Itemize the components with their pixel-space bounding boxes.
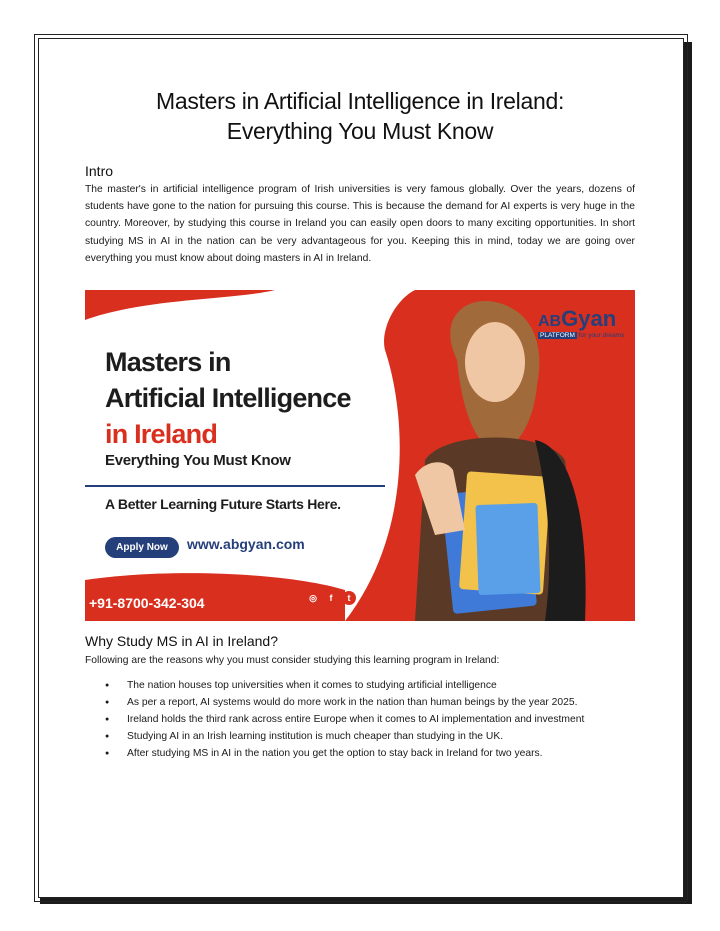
section-heading: Why Study MS in AI in Ireland? [85, 633, 278, 649]
document-title [60, 86, 660, 146]
banner-phone: +91-8700-342-304 [89, 595, 205, 611]
title-line-1: Masters in Artificial Intelligence in Ireland: [155, 88, 565, 114]
banner-website: www.abgyan.com [187, 536, 305, 552]
title-line-2: Everything You Must Know [226, 118, 494, 144]
section-intro: Following are the reasons why you must consider studying this learning program in Ireland: [85, 655, 500, 666]
banner-headline-1: Masters in [105, 347, 231, 377]
list-item: ● The nation houses top universities when it comes to studying artificial intelligence [85, 677, 635, 694]
reasons-list [85, 677, 635, 762]
list-item: ● Studying AI in an Irish learning institution is much cheaper than studying in the UK. [85, 728, 635, 745]
banner-tagline: A Better Learning Future Starts Here. [105, 496, 341, 512]
intro-paragraph: The master's in artificial intelligence program of Irish universities is very famous globally. Over the years, dozens of students have gone to the nation for pursuing this course. This is because the demand for AI experts is very huge in the country. Moreover, by studying this course in Ireland you can easily open doors to many exciting opportunities. In short studying MS in AI in the nation can be very advantageous for you. Keeping this in mind, today we are going over everything you must know about doing masters in AI in Ireland. [85, 184, 635, 264]
banner-headline-3: in Ireland [105, 419, 218, 449]
banner-subheadline: Everything You Must Know [105, 452, 291, 469]
hero-banner-image [85, 290, 635, 621]
facebook-icon: f [324, 591, 338, 605]
list-item: ● Ireland holds the third rank across entire Europe when it comes to AI implementation and investment [85, 711, 635, 728]
apply-now-button: Apply Now [105, 537, 179, 558]
twitter-icon: t [342, 591, 356, 605]
list-item: ● As per a report, AI systems would do more work in the nation than human beings by the year 2025. [85, 694, 635, 711]
banner-headline-2: Artificial Intelligence [105, 383, 351, 413]
list-item: ● After studying MS in AI in the nation you get the option to stay back in Ireland for two years. [85, 745, 635, 762]
abgyan-logo: ABGyan PLATFORM for your dreams [538, 306, 625, 339]
intro-heading: Intro [85, 163, 114, 179]
instagram-icon: ◎ [306, 591, 320, 605]
